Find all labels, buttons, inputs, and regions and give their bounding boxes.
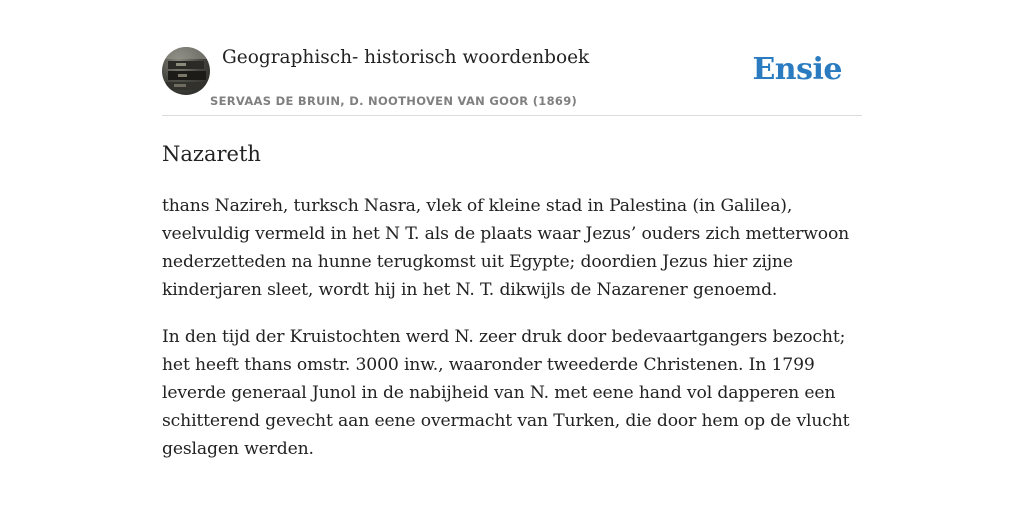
book-author: SERVAAS DE BRUIN, D. NOOTHOVEN VAN GOOR (1869) (210, 94, 578, 108)
book-title[interactable]: Geographisch- historisch woordenboek (222, 47, 590, 68)
entry-paragraph: In den tijd der Kruistochten werd N. zeer druk door bedevaartgangers bezocht; het heeft thans omstr. 3000 inw., waaronder tweederde Christenen. In 1799 leverde generaal Junol in de nabijheid van N. met eene hand vol dapperen een schitterend gevecht aan eene overmacht van Turken, die door hem op de vlucht geslagen werden. (162, 327, 850, 459)
entry-body (162, 192, 862, 482)
book-cover-avatar[interactable] (162, 47, 210, 95)
book-header (162, 0, 862, 116)
entry-paragraph: thans Nazireh, turksch Nasra, vlek of kleine stad in Palestina (in Galilea), veelvuldig vermeld in het N T. als de plaats waar Jezus’ ouders zich metterwoon nederzetteden na hunne terugkomst uit Egypte; doordien Jezus hier zijne kinderjaren sleet, wordt hij in het N. T. dikwijls de Nazarener genoemd. (162, 196, 850, 300)
page (162, 0, 862, 512)
brand-logo[interactable]: Ensie (752, 52, 842, 87)
book-cover-icon (162, 47, 210, 95)
entry-title: Nazareth (162, 142, 261, 166)
